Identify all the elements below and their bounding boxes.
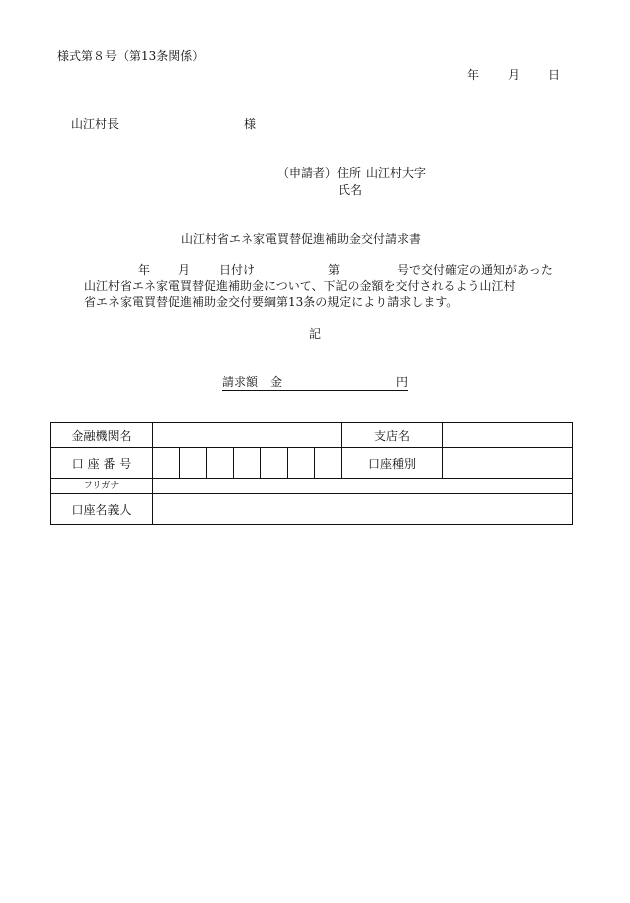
amount-line xyxy=(222,375,408,391)
addressee-honorific: 様 xyxy=(244,117,257,131)
furigana-field[interactable] xyxy=(153,479,573,494)
body-line1-rest: 号で交付確定の通知があった xyxy=(397,263,553,277)
addressee-name: 山江村長 xyxy=(71,117,120,131)
amount-unit: 円 xyxy=(395,375,408,389)
body-year: 年 xyxy=(138,263,151,277)
document-title: 山江村省エネ家電買替促進補助金交付請求書 xyxy=(181,232,422,246)
table-row xyxy=(51,494,573,525)
body-no-prefix: 第 xyxy=(328,263,341,277)
account-holder-label: 口座名義人 xyxy=(51,494,153,525)
account-digit-5[interactable] xyxy=(261,448,288,479)
date-year: 年 xyxy=(467,68,480,82)
account-digit-4[interactable] xyxy=(234,448,261,479)
form-number: 様式第８号（第13条関係） xyxy=(57,49,205,63)
applicant-address-value: 山江村大字 xyxy=(366,166,427,180)
date-day: 日 xyxy=(548,68,561,82)
bank-account-table xyxy=(50,422,573,525)
furigana-label: フリガナ xyxy=(51,479,153,494)
date-month: 月 xyxy=(508,68,521,82)
account-number-label: 口 座 番 号 xyxy=(51,448,153,479)
branch-label: 支店名 xyxy=(342,423,443,448)
account-holder-field[interactable] xyxy=(153,494,573,525)
account-digit-3[interactable] xyxy=(207,448,234,479)
body-line3: 省エネ家電買替促進補助金交付要綱第13条の規定により請求します。 xyxy=(84,295,459,309)
table-row xyxy=(51,423,573,448)
ki-heading: 記 xyxy=(309,327,322,341)
table-row xyxy=(51,479,573,494)
account-type-field[interactable] xyxy=(443,448,573,479)
applicant-name-label: 氏名 xyxy=(338,183,363,197)
bank-name-field[interactable] xyxy=(153,423,342,448)
body-line2: 山江村省エネ家電買替促進補助金について、下記の金額を交付されるよう山江村 xyxy=(84,279,516,293)
branch-field[interactable] xyxy=(443,423,573,448)
account-type-label: 口座種別 xyxy=(342,448,443,479)
body-month: 月 xyxy=(178,263,191,277)
amount-label: 請求額 金 xyxy=(222,375,283,389)
account-digit-2[interactable] xyxy=(180,448,207,479)
account-digit-6[interactable] xyxy=(288,448,315,479)
body-date-suffix: 日付け xyxy=(219,263,256,277)
account-digit-1[interactable] xyxy=(153,448,180,479)
account-digit-7[interactable] xyxy=(315,448,342,479)
table-row xyxy=(51,448,573,479)
applicant-address-label: （申請者）住所 xyxy=(277,166,362,180)
bank-name-label: 金融機関名 xyxy=(51,423,153,448)
